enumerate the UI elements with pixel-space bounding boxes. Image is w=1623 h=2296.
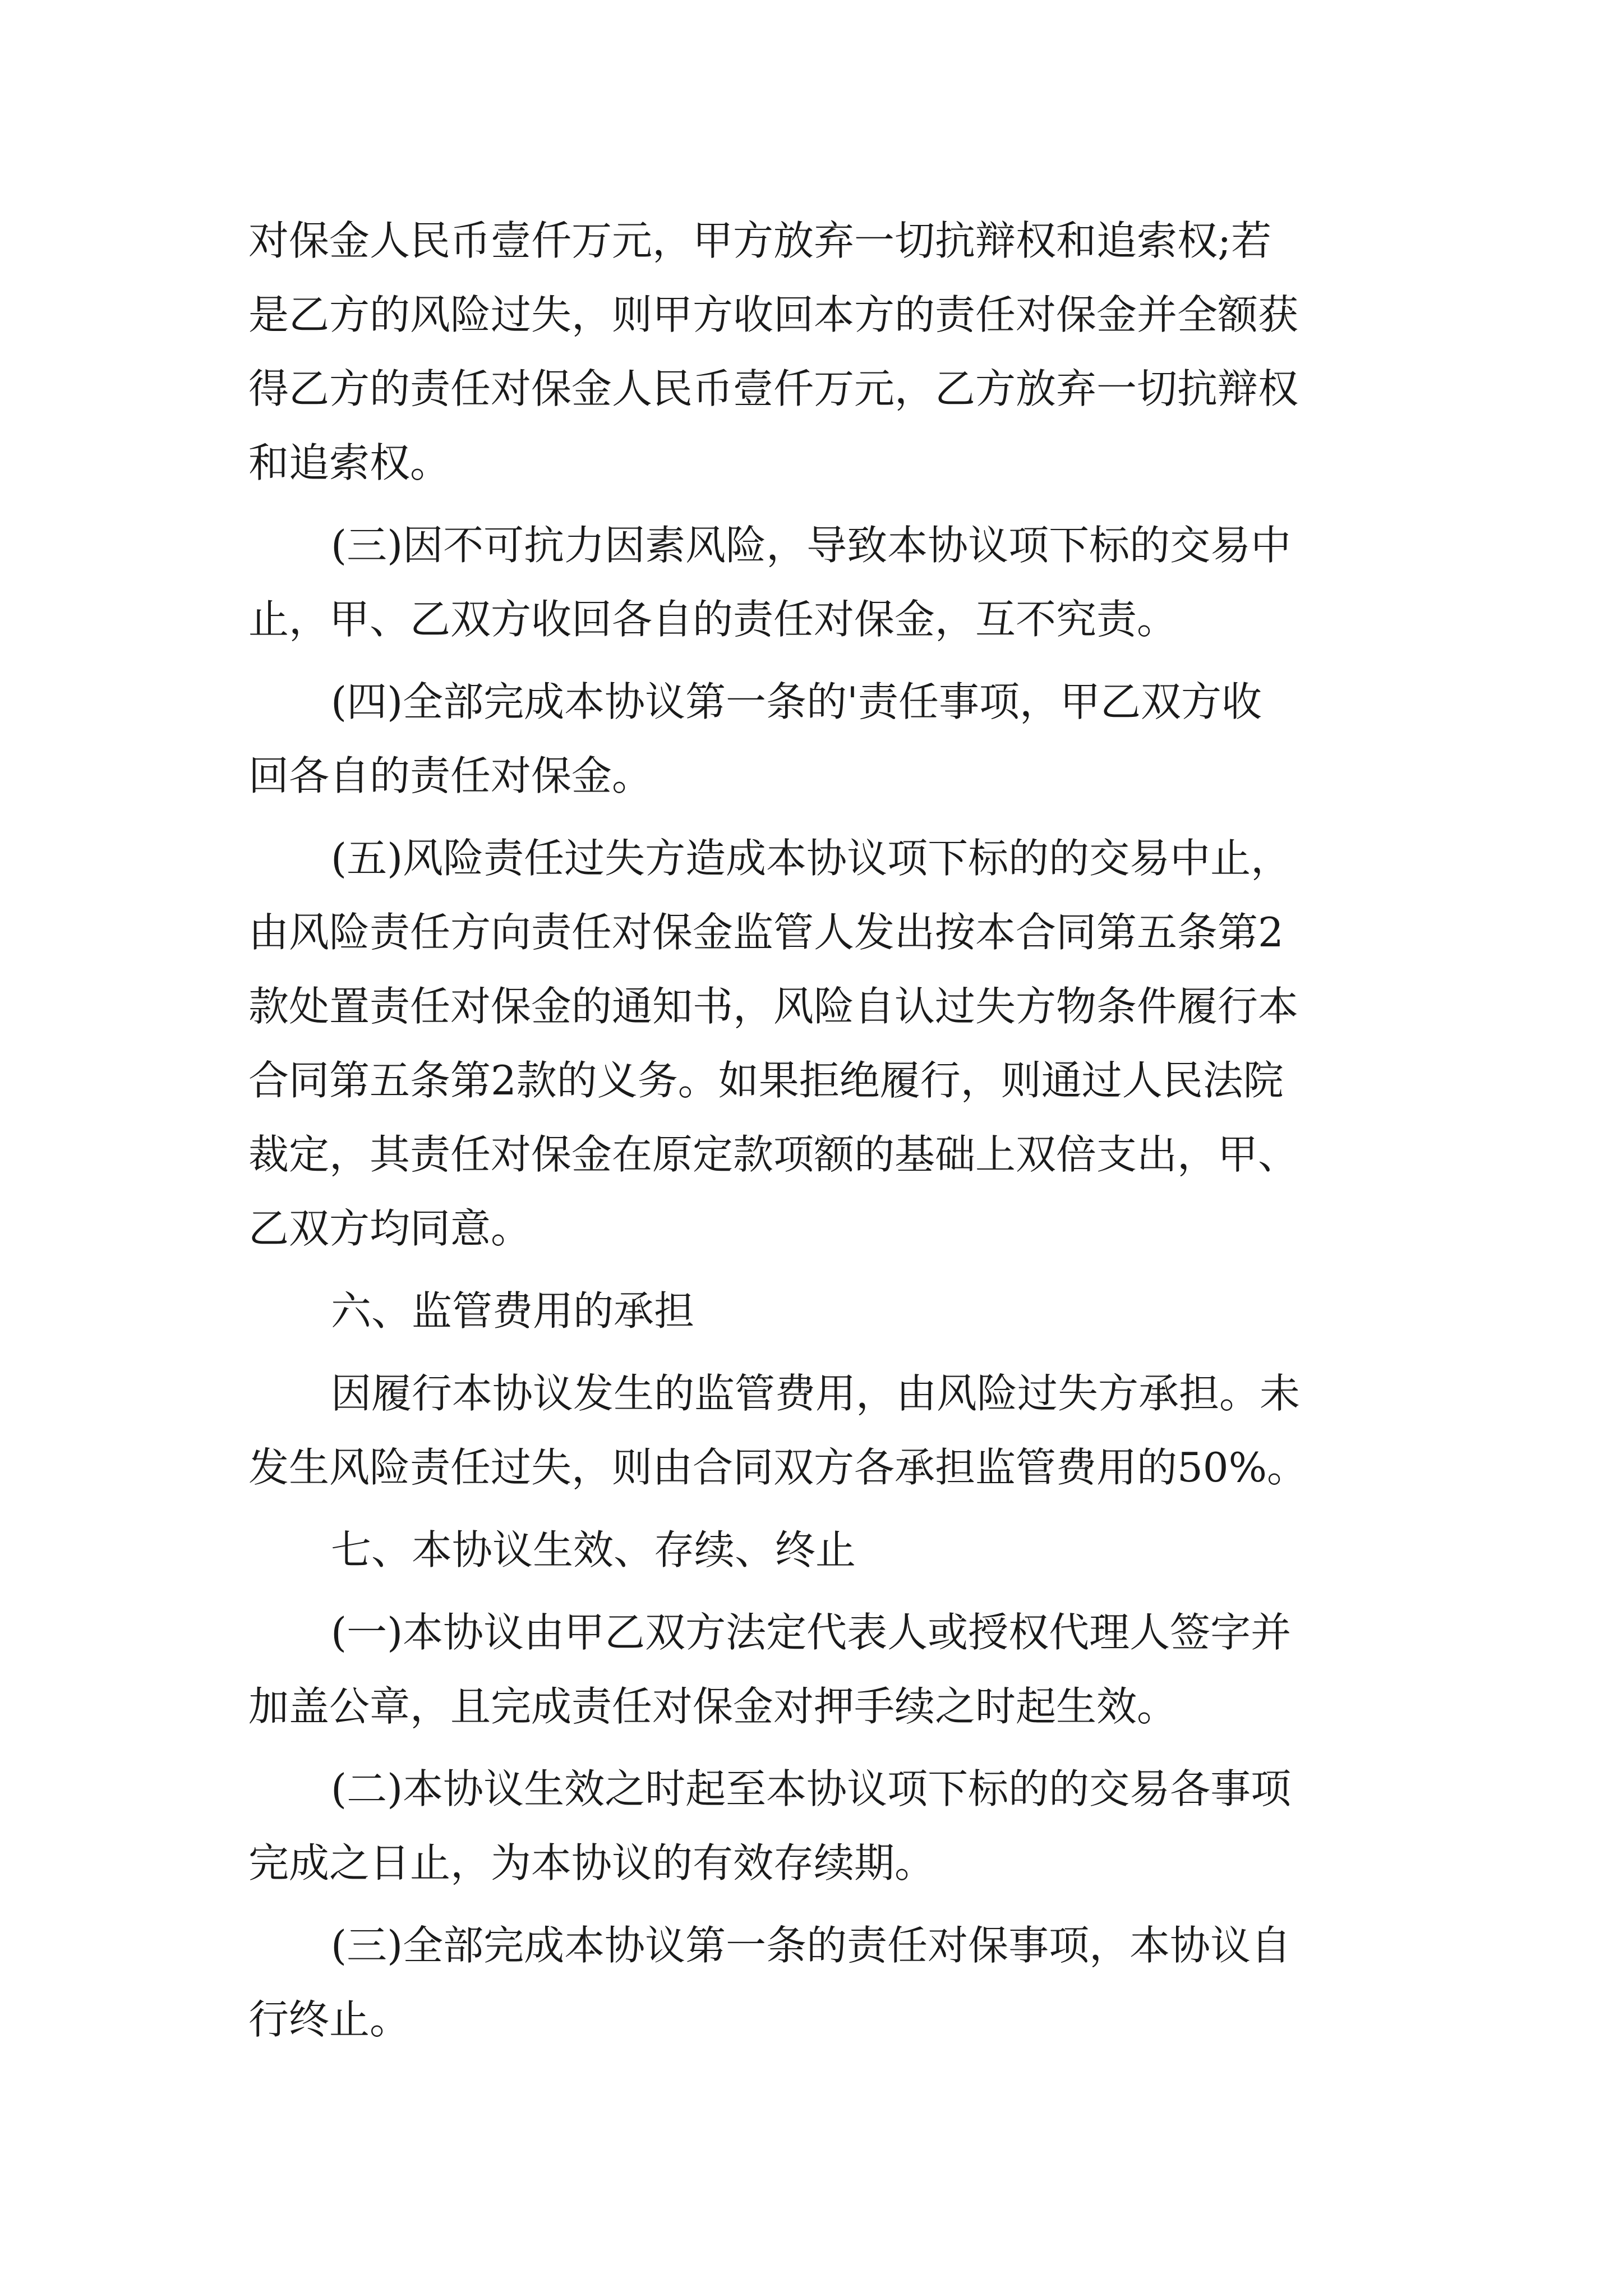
text-line: 行终止。 bbox=[248, 1996, 411, 2043]
text-line: 因履行本协议发生的监管费用，由风险过失方承担。未 bbox=[331, 1370, 1301, 1417]
text-line: (五)风险责任过失方造成本协议项下标的的交易中止， bbox=[331, 835, 1292, 882]
text-line: 是乙方的风险过失，则甲方收回本方的责任对保金并全额获 bbox=[248, 291, 1299, 338]
text-line: (三)因不可抗力因素风险，导致本协议项下标的交易中 bbox=[331, 522, 1292, 569]
text-line: 止，甲、乙双方收回各自的责任对保金，互不究责。 bbox=[248, 596, 1178, 643]
text-line: 款处置责任对保金的通知书，风险自认过失方物条件履行本 bbox=[248, 983, 1299, 1030]
text-line: 发生风险责任过失，则由合同双方各承担监管费用的50%。 bbox=[248, 1444, 1308, 1491]
text-line: (四)全部完成本协议第一条的'责任事项，甲乙双方收 bbox=[331, 678, 1262, 725]
text-line: 完成之日止，为本协议的有效存续期。 bbox=[248, 1839, 935, 1887]
section-heading: 七、本协议生效、存续、终止 bbox=[331, 1526, 856, 1573]
text-line: 得乙方的责任对保金人民币壹仟万元，乙方放弃一切抗辩权 bbox=[248, 365, 1299, 412]
text-line: (二)本协议生效之时起至本协议项下标的的交易各事项 bbox=[331, 1765, 1292, 1812]
text-line: 乙双方均同意。 bbox=[248, 1205, 532, 1252]
text-line: 加盖公章，且完成责任对保金对押手续之时起生效。 bbox=[248, 1683, 1178, 1730]
text-line: 合同第五条第2款的义务。如果拒绝履行，则通过人民法院 bbox=[248, 1057, 1284, 1104]
section-heading: 六、监管费用的承担 bbox=[331, 1287, 695, 1335]
text-line: 对保金人民币壹仟万元，甲方放弃一切抗辩权和追索权;若 bbox=[248, 217, 1272, 264]
text-line: (一)本协议由甲乙双方法定代表人或授权代理人签字并 bbox=[331, 1609, 1292, 1656]
text-line: 由风险责任方向责任对保金监管人发出按本合同第五条第2 bbox=[248, 909, 1284, 956]
text-line: (三)全部完成本协议第一条的责任对保事项，本协议自 bbox=[331, 1922, 1292, 1969]
text-line: 和追索权。 bbox=[248, 439, 451, 486]
text-line: 回各自的责任对保金。 bbox=[248, 752, 653, 799]
text-line: 裁定，其责任对保金在原定款项额的基础上双倍支出，甲、 bbox=[248, 1131, 1299, 1178]
